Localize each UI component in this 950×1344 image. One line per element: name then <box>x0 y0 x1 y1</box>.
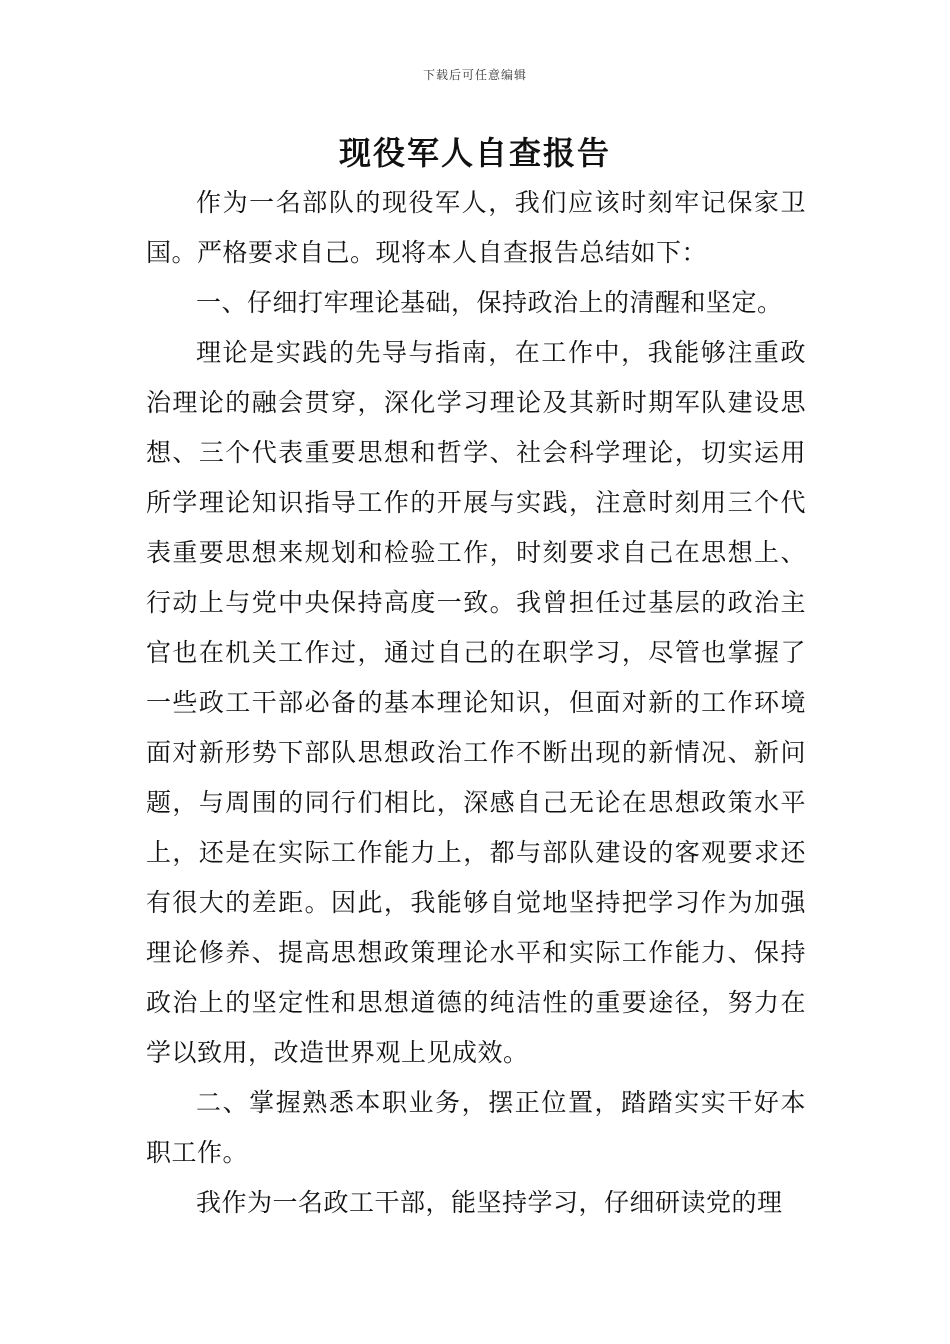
paragraph-section-2-body: 我作为一名政工干部，能坚持学习，仔细研读党的理 <box>196 1188 783 1217</box>
header-note: 下载后可任意编辑 <box>422 68 527 82</box>
paragraph-section-1-heading: 一、仔细打牢理论基础，保持政治上的清醒和坚定。 <box>196 288 783 317</box>
paragraph-intro: 作为一名部队的现役军人，我们应该时刻牢记保家卫国。严格要求自己。现将本人自查报告总结如下： <box>146 188 806 267</box>
paragraph-section-2-heading: 二、掌握熟悉本职业务，摆正位置，踏踏实实干好本职工作。 <box>146 1088 806 1167</box>
document-body <box>146 178 806 1228</box>
paragraph-section-1-body: 理论是实践的先导与指南，在工作中，我能够注重政治理论的融会贯穿，深化学习理论及其新时期军队建设思想、三个代表重要思想和哲学、社会科学理论，切实运用所学理论知识指导工作的开展与实践，注意时刻用三个代表重要思想来规划和检验工作，时刻要求自己在思想上、行动上与党中央保持高度一致。我曾担任过基层的政治主官也在机关工作过，通过自己的在职学习，尽管也掌握了一些政工干部必备的基本理论知识，但面对新的工作环境面对新形势下部队思想政治工作不断出现的新情况、新问题，与周围的同行们相比，深感自己无论在思想政策水平上，还是在实际工作能力上，都与部队建设的客观要求还有很大的差距。因此，我能够自觉地坚持把学习作为加强理论修养、提高思想政策理论水平和实际工作能力、保持政治上的坚定性和思想道德的纯洁性的重要途径，努力在学以致用，改造世界观上见成效。 <box>146 338 806 1067</box>
document-title: 现役军人自查报告 <box>338 134 611 172</box>
